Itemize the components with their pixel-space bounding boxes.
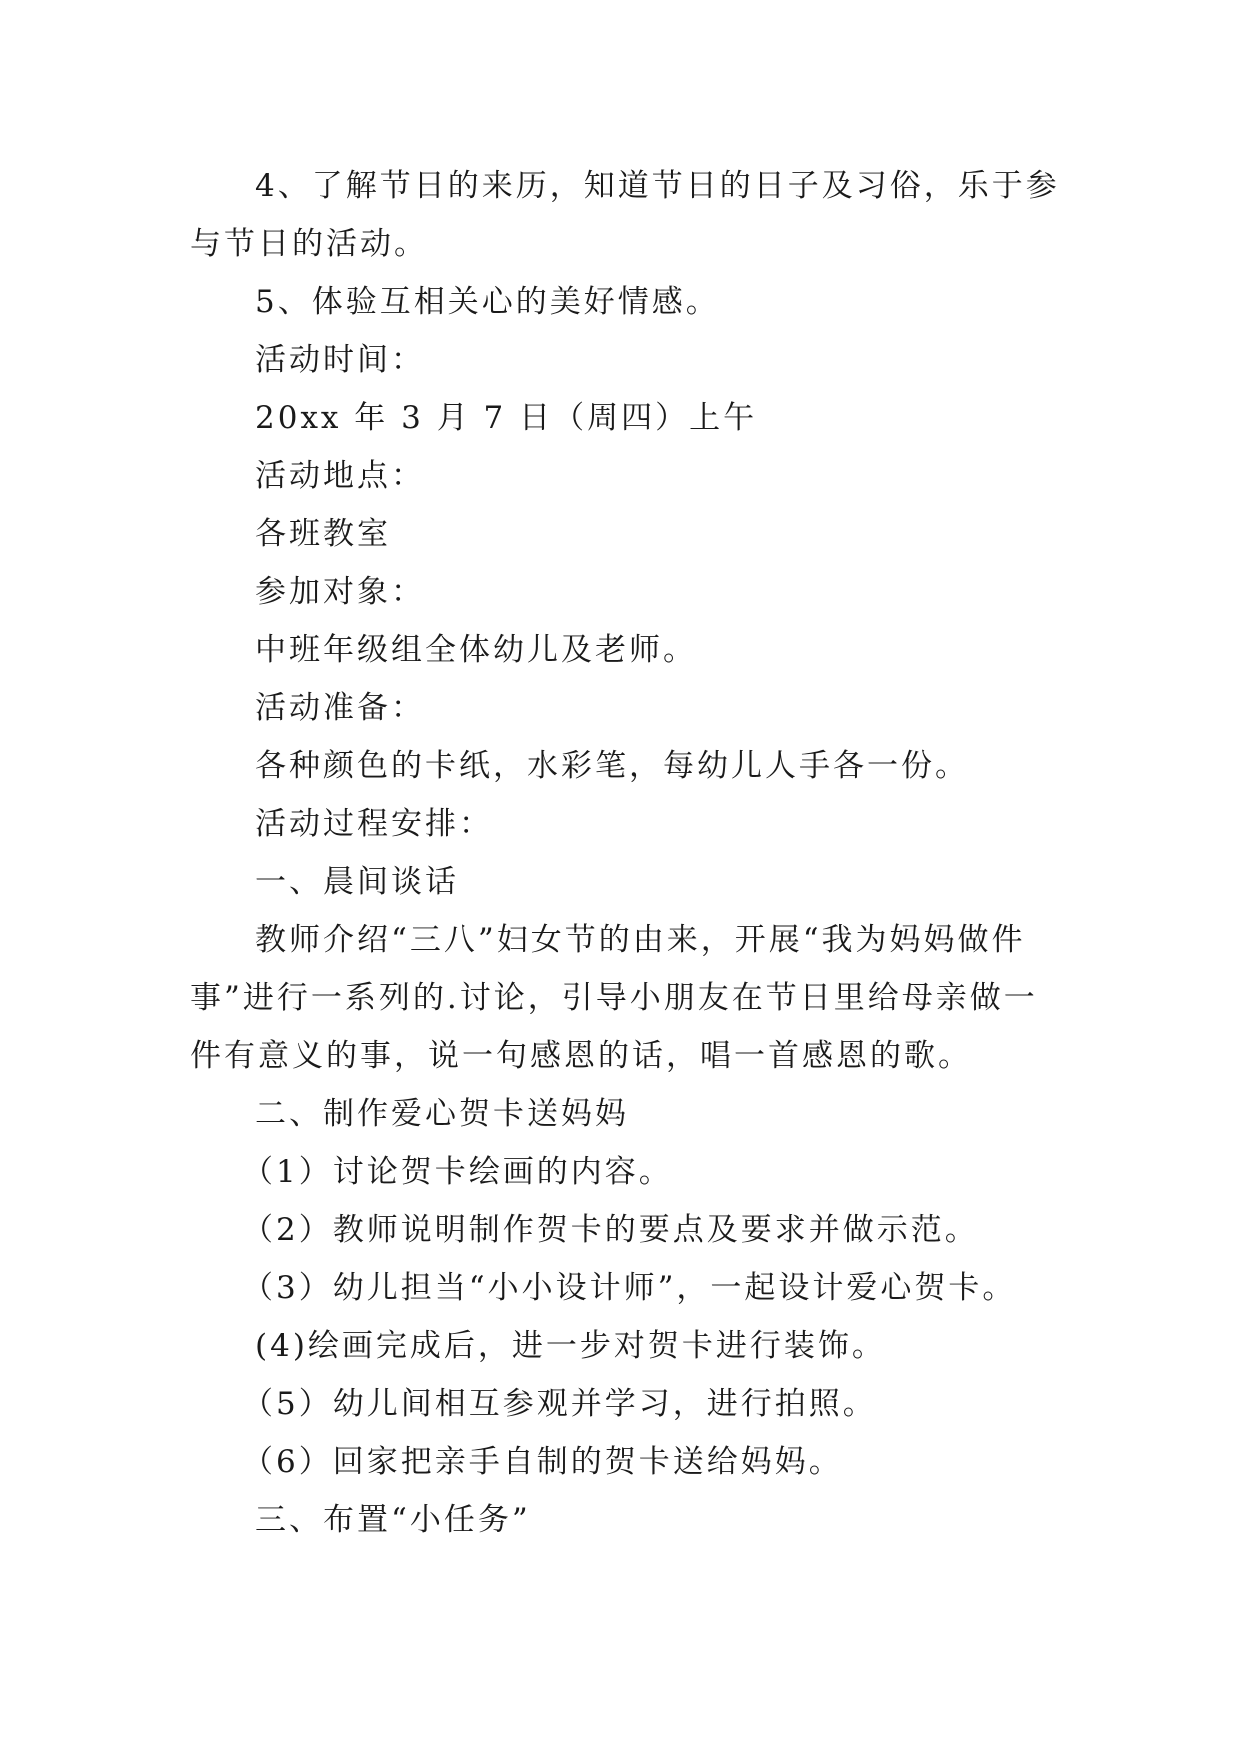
text-line: 活动过程安排： (255, 806, 493, 842)
text-line: 与节日的活动。 (190, 226, 428, 262)
text-line: (4)绘画完成后，进一步对贺卡进行装饰。 (255, 1328, 886, 1364)
text-line: 各种颜色的卡纸，水彩笔，每幼儿人手各一份。 (255, 748, 969, 784)
text-line: 4、了解节日的来历，知道节日的日子及习俗，乐于参 (255, 168, 1060, 204)
text-line: 20xx 年 3 月 7 日（周四）上午 (255, 400, 758, 436)
text-line: 5、体验互相关心的美好情感。 (255, 284, 720, 320)
text-line: 一、晨间谈话 (255, 864, 459, 900)
text-line: 三、布置“小任务” (255, 1502, 531, 1538)
text-line: 活动准备： (255, 690, 425, 726)
text-line: 活动时间： (255, 342, 425, 378)
text-line: 件有意义的事，说一句感恩的话，唱一首感恩的歌。 (190, 1038, 972, 1074)
text-line: 活动地点： (255, 458, 425, 494)
text-line: 教师介绍“三八”妇女节的由来，开展“我为妈妈做件 (255, 922, 1026, 958)
text-line: （2）教师说明制作贺卡的要点及要求并做示范。 (242, 1212, 979, 1248)
text-line: 中班年级组全体幼儿及老师。 (255, 632, 697, 668)
document-body (190, 157, 1060, 1549)
text-line: （5）幼儿间相互参观并学习，进行拍照。 (242, 1386, 877, 1422)
text-line: （1）讨论贺卡绘画的内容。 (242, 1154, 673, 1190)
text-line: 各班教室 (255, 516, 391, 552)
text-line: 事”进行一系列的.讨论，引导小朋友在节日里给母亲做一 (190, 980, 1038, 1016)
text-line: （3）幼儿担当“小小设计师”，一起设计爱心贺卡。 (242, 1270, 1017, 1306)
text-line: 二、制作爱心贺卡送妈妈 (255, 1096, 629, 1132)
text-line: （6）回家把亲手自制的贺卡送给妈妈。 (242, 1444, 843, 1480)
text-line: 参加对象： (255, 574, 425, 610)
